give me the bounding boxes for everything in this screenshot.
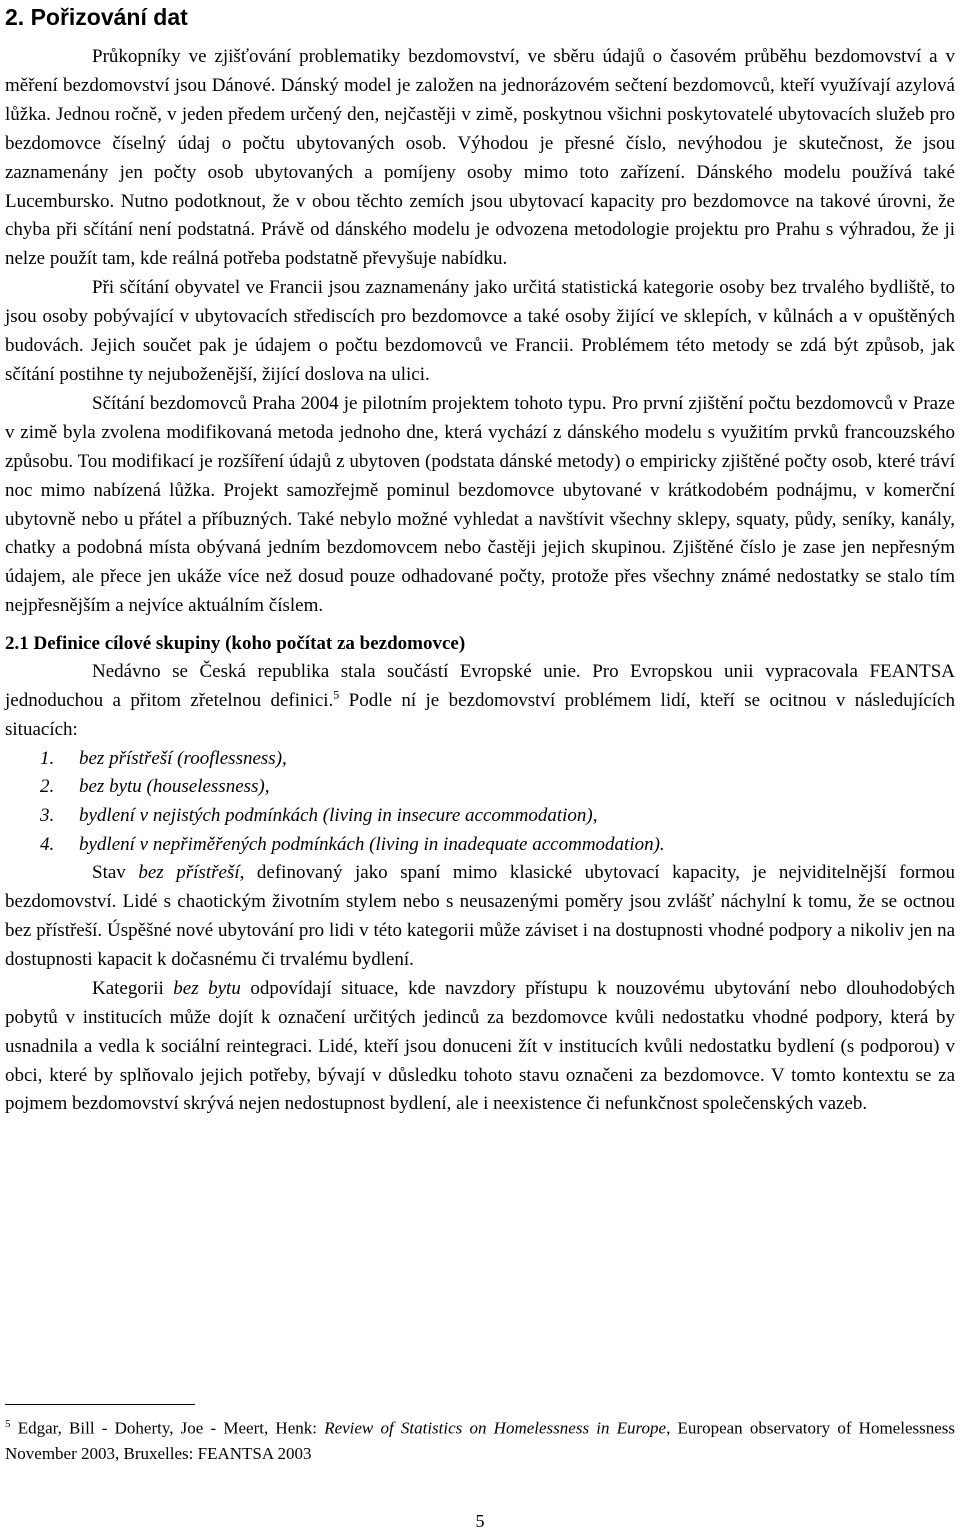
situations-list — [5, 745, 955, 859]
list-item-text: bydlení v nejistých podmínkách (living in insecure accommodation), — [79, 805, 598, 827]
list-item — [5, 773, 955, 802]
footnote-publication: , European observatory of Homelessness November 2003, Bruxelles: FEANTSA 2003 — [5, 1418, 956, 1463]
page-number: 5 — [475, 1511, 485, 1531]
houselessness-term: bez bytu — [173, 977, 241, 999]
footnote-reference: 5 — [333, 687, 340, 702]
list-item-text: bydlení v nepřiměřených podmínkách (living in inadequate accommodation). — [79, 833, 665, 855]
feantsa-text-after: Podle ní je bezdomovství problémem lidí, kteří se ocitnou v následujících situacích: — [5, 690, 955, 740]
list-item-number: 3. — [40, 805, 55, 827]
paragraph-feantsa — [5, 658, 955, 745]
rooflessness-lead: Stav — [92, 862, 139, 884]
rooflessness-text: , definovaný jako spaní mimo klasické ubytovací kapacity, je nejviditelnější formou bezdomovství. Lidé s chaotickým životním stylem nebo s neusazenými poměry jsou zvlášť náchylní k tomu, že se octnou bez přístřeší. Úspěšné nové ubytování pro lidi v této kategorii může záviset i na dostupnosti vhodné podpory a nikoliv jen na dostupnosti kapacit k dočasnému či trvalému bydlení. — [5, 862, 956, 970]
footnote — [5, 1412, 955, 1466]
subsection-heading: 2.1 Definice cílové skupiny (koho počítat za bezdomovce) — [5, 633, 466, 655]
footnote-authors: Edgar, Bill - Doherty, Joe - Meert, Henk: — [10, 1418, 325, 1438]
list-item-number: 2. — [40, 776, 55, 798]
section-heading: 2. Pořizování dat — [5, 4, 188, 30]
footnote-mark: 5 — [5, 1418, 11, 1430]
list-item-number: 4. — [40, 833, 55, 855]
paragraph-danish-model: Průkopníky ve zjišťování problematiky bezdomovství, ve sběru údajů o časovém průběhu bezdomovství a v měření bezdomovství jsou Dánové. Dánský model je založen na jednorázovém sečtení bezdomovců, kteří využívají azylová lůžka. Jednou ročně, v jeden předem určený den, nejčastěji v zimě, poskytnou všichni poskytovatelé ubytovacích služeb pro bezdomovce číselný údaj o počtu ubytovaných osob. Výhodou je přesné číslo, nevýhodou je skutečnost, že jsou zaznamenány jen počty osob ubytovaných a pomíjeny osoby mimo toto zařízení. Dánského modelu používá také Lucembursko. Nutno podotknout, že v obou těchto zemích jsou ubytovací kapacity pro bezdomovce na takové úrovni, že chyba při sčítání není podstatná. Právě od dánského modelu je odvozena metodologie projektu pro Prahu s výhradou, že ji nelze použít tam, kde reálná potřeba podstatně převyšuje nabídku. — [5, 46, 955, 270]
list-item — [5, 745, 955, 774]
list-item — [5, 831, 955, 860]
paragraph-france: Při sčítání obyvatel ve Francii jsou zaznamenány jako určitá statistická kategorie osoby bez trvalého bydliště, to jsou osoby pobývající v ubytovacích střediscích pro bezdomovce a také osoby žijící ve sklepích, v kůlnách a v opuštěných budovách. Jejich součet pak je údajem o počtu bezdomovců ve Francii. Problémem této metody se zdá být způsob, jak sčítání postihne ty nejuboženější, žijící doslova na ulici. — [5, 277, 955, 385]
feantsa-text-before: Nedávno se Česká republika stala součástí Evropské unie. Pro Evropskou unii vypracovala FEANTSA jednoduchou a přitom zřetelnou definici. — [5, 661, 955, 712]
footnote-title: Review of Statistics on Homelessness in Europe — [324, 1418, 667, 1438]
list-item-text: bez přístřeší (rooflessness), — [79, 747, 287, 769]
document-page — [5, 0, 955, 1119]
paragraph-houselessness — [5, 975, 955, 1120]
paragraph-prague-census: Sčítání bezdomovců Praha 2004 je pilotním projektem tohoto typu. Pro první zjištění počtu bezdomovců v Praze v zimě byla zvolena modifikovaná metoda jednoho dne, která vychází z dánského modelu s využitím prvků francouzského způsobu. Tou modifikací je rozšíření údajů z ubytoven (podstata dánské metody) o empiricky zjištěné počty osob, které tráví noc mimo nabízená lůžka. Projekt samozřejmě pominul bezdomovce ubytované v krátkodobém podnájmu, v komerční ubytovně nebo u přátel a příbuzných. Také nebylo možné vyhledat a navštívit všechny sklepy, squaty, půdy, seníky, kanály, chatky a podobná místa obývaná jedním bezdomovcem nebo častěji jejich skupinou. Zjištěné číslo je zase jen nepřesným údajem, ale přece jen ukáže více než dosud pouze odhadované počty, protože přes všechny známé nedostatky se stalo tím nejpřesnějším a nejvíce aktuálním číslem. — [5, 392, 955, 617]
list-item — [5, 802, 955, 831]
footnote-separator — [5, 1404, 195, 1405]
houselessness-text: odpovídají situace, kde navzdory přístupu k nouzovému ubytování nebo dlouhodobých pobytů v institucích může dojít k označení určitých jedinců za bezdomovce kvůli nedostatku vhodné podpory, která by usnadnila a vedla k sociální reintegraci. Lidé, kteří jsou donuceni žít v institucích kvůli nedostatku bydlení (s podporou) v obci, které by splňovalo jejich potřeby, bývají v důsledku tohoto stavu označeni za bezdomovce. V tomto kontextu se za pojmem bezdomovství skrývá nejen nedostupnost bydlení, ale i neexistence či nefunkčnost společenských vazeb. — [5, 977, 955, 1115]
list-item-number: 1. — [40, 747, 55, 769]
paragraph-rooflessness — [5, 859, 955, 975]
houselessness-lead: Kategorii — [92, 977, 174, 999]
list-item-text: bez bytu (houselessness), — [79, 776, 270, 798]
rooflessness-term: bez přístřeší — [138, 862, 240, 884]
